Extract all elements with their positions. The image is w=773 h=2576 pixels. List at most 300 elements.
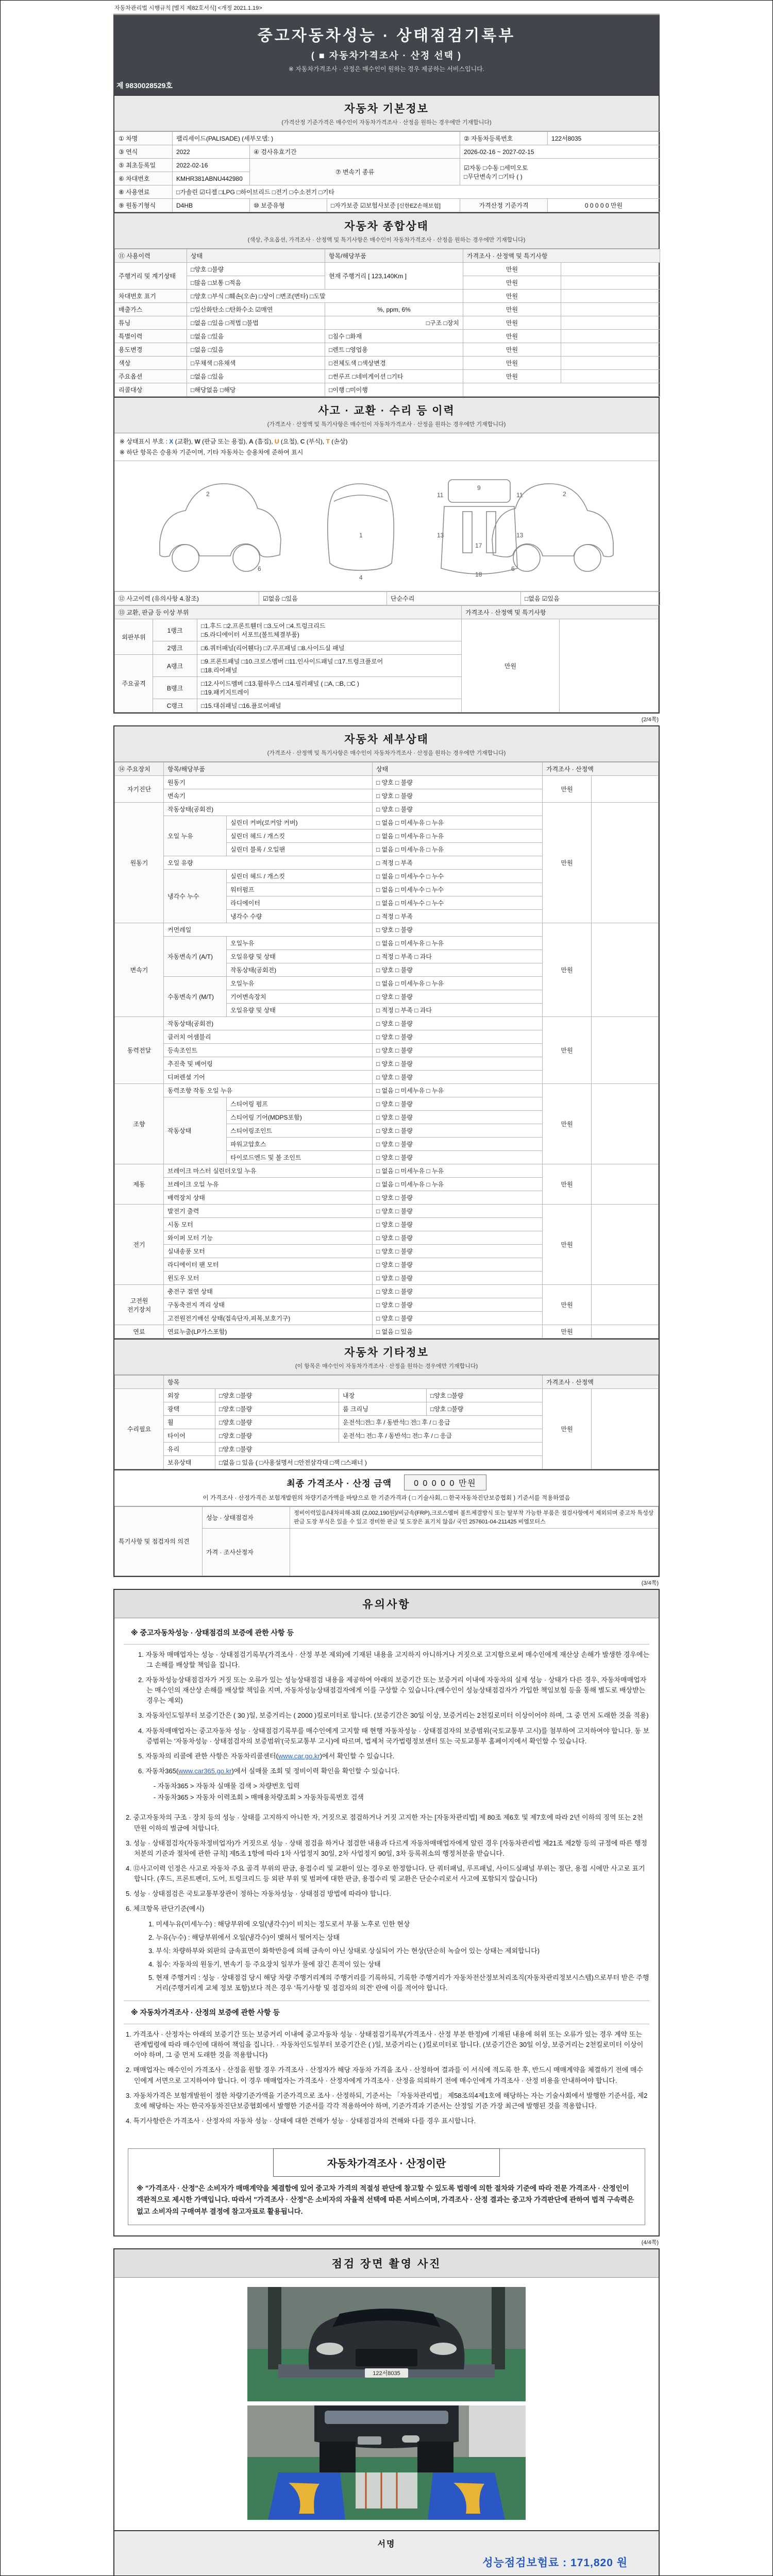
frame-label: 주요골격 (115, 655, 153, 713)
status: □ 양호 □ 불량 (373, 1124, 543, 1138)
rankB-items (197, 677, 462, 699)
rank-label: 2랭크 (153, 641, 197, 655)
status: □양호 □불량 (215, 1429, 339, 1443)
legend-prefix: ※ 상태표시 부호 : (120, 438, 170, 445)
field-label: ① 차명 (115, 132, 173, 145)
final-price-row (114, 1469, 659, 1493)
status: □ 없음 □ 미세누수 □ 누수 (373, 870, 543, 883)
code-x: X (169, 438, 174, 445)
final-price-label: 최종 가격조사 · 산정 금액 (287, 1479, 392, 1488)
status: □ 양호 □ 불량 (373, 1218, 543, 1231)
section-title: 자동차 종합상태 (344, 221, 429, 232)
notice-subitem: - 자동차365 > 자동차 실매물 검색 > 차량번호 입력 (154, 1782, 300, 1790)
status: □양호 □불량 (215, 1443, 543, 1456)
notice-subitem: 4. 침수: 자동차의 원동기, 변속기 등 주요장치 일부가 물에 잠긴 흔적이 있는 상태 (148, 1960, 381, 1968)
signature-label: 서명 (377, 2539, 396, 2549)
diagram-number: 4 (359, 574, 363, 581)
item: 휠 (164, 1416, 215, 1429)
base-price-label: 가격산정 기준가격 (460, 199, 548, 212)
item: 라디에이터 (227, 896, 373, 910)
status: □ 양호 □ 불량 (373, 1312, 543, 1325)
usage-change-items: □렌트 □영업용 (325, 343, 463, 357)
blank-cell (592, 1285, 659, 1325)
device-group: 자기진단 (115, 776, 164, 803)
notice-subitem: 3. 부식: 차량하부와 외판의 금속표면이 화학반응에 의해 금속이 아닌 상태로 상실되어 가는 현상(단순히 녹슬어 있는 상태는 제외합니다) (148, 1946, 540, 1955)
device-group: 전기 (115, 1205, 164, 1285)
item: 윈도우 모터 (164, 1272, 373, 1285)
status: □ 적정 □ 부족 (373, 856, 543, 870)
emission-values: %, ppm, 6% (325, 303, 463, 316)
rankB-line2: □19.패키지트레이 (201, 689, 249, 696)
recall-items: □이행 □미이행 (325, 383, 463, 397)
status: □ 양호 □ 불량 (373, 1111, 543, 1124)
notice-title: 유의사항 (114, 1590, 659, 1618)
item: 충전구 절연 상태 (164, 1285, 373, 1298)
item: 스티어링 기어(MDPS포함) (227, 1111, 373, 1124)
car-damage-diagram (114, 461, 659, 591)
status: □ 없음 □ 미세누유 □ 누유 (373, 829, 543, 843)
item: 보유상태 (164, 1456, 215, 1469)
price-unit: 만원 (463, 276, 561, 290)
diagram-number: 11 (516, 492, 523, 499)
price-unit: 만원 (543, 1285, 592, 1325)
price-header: 가격조사 · 산정액 및 특기사항 (462, 606, 659, 619)
row-label: 차대번호 표기 (115, 290, 187, 303)
status: □ 양호 □ 불량 (373, 789, 543, 803)
notice-item: 5. 성능 · 상태점검은 국토교통부장관이 정하는 자동차성능 · 상태점검 방법에 따라야 합니다. (126, 1890, 391, 1898)
section-title: 자동차 세부상태 (344, 734, 429, 745)
item: 실내송풍 모터 (164, 1245, 373, 1258)
status: □양호 □불량 (215, 1416, 339, 1429)
code-t: T (326, 438, 330, 445)
status: □ 없음 □ 미세누유 □ 누유 (373, 1084, 543, 1097)
box-page3 (113, 725, 660, 1577)
item: 실린더 헤드 / 개스킷 (227, 829, 373, 843)
diagram-number: 2 (563, 490, 566, 498)
diagram-number: 6 (511, 565, 515, 572)
item: 외장 (164, 1389, 215, 1402)
item: 시동 모터 (164, 1218, 373, 1231)
price-unit: 만원 (463, 316, 561, 330)
notice-subitem: - 자동차365 > 자동차 이력조회 > 매매용차량조회 > 자동차등록번호 검색 (154, 1793, 364, 1802)
status: □ 양호 □ 불량 (373, 923, 543, 937)
row-label: 특별이력 (115, 330, 187, 343)
appraiser-comment (290, 1529, 659, 1576)
price-unit: 만원 (543, 1325, 592, 1338)
blank-cell (592, 1325, 659, 1338)
diagram-number: 9 (477, 484, 481, 492)
price-unit: 만원 (543, 923, 592, 1017)
item: 스티어링 펌프 (227, 1097, 373, 1111)
blank-cell (592, 1389, 659, 1469)
wheel-positions: 운전석□전□ 후 / 동반석□ 전□ 후 / □ 응급 (339, 1416, 543, 1429)
status: □ 없음 □ 미세누유 □ 누유 (373, 843, 543, 856)
title-band (113, 15, 660, 77)
field-label: ⑩ 보증유형 (250, 199, 327, 212)
item: 동력조향 작동 오일 누유 (164, 1084, 373, 1097)
device-group: 변속기 (115, 923, 164, 1017)
item: 타이로드엔드 및 볼 조인트 (227, 1151, 373, 1164)
comprehensive-table (114, 249, 660, 397)
item: 광택 (164, 1402, 215, 1416)
status: □ 없음 □ 미세누수 □ 누수 (373, 883, 543, 896)
status: □양호 □불량 (215, 1402, 339, 1416)
plate-number-value: 122서8035 (548, 132, 660, 145)
basic-info-table (114, 131, 660, 212)
page-subtitle: ( ■ 자동차가격조사 · 산정 선택 ) (311, 50, 462, 61)
status: □ 양호 □ 불량 (373, 1071, 543, 1084)
section-note: (이 항목은 매수인이 자동차가격조사 · 산정을 원하는 경우에만 기재합니다) (295, 1363, 478, 1369)
tire-positions: 운전석□ 전□ 후 / 동반석□ 전□ 후 / □ 응급 (339, 1429, 543, 1443)
notice-a-title: ※ 중고자동차성능 · 상태점검의 보증에 관한 사항 등 (124, 1623, 649, 1645)
notice-text: )에서 확인할 수 있습니다. (320, 1752, 395, 1760)
item: 오일누유 (227, 977, 373, 990)
device-group: 조향 (115, 1084, 164, 1164)
price-unit: 만원 (463, 370, 561, 383)
status: □ 양호 □ 불량 (373, 963, 543, 977)
pricing-box-title: 자동차가격조사 · 산정이란 (273, 2148, 500, 2177)
blank-cell (592, 1084, 659, 1164)
transmission-row1: ☑자동 □수동 □세미오토 (464, 164, 528, 172)
item: 작동상태(공회전) (164, 1017, 373, 1030)
notice-item: 4. 자동차매매업자는 중고자동차 성능 · 상태점검기록부를 매수인에게 고지할 때 현행 자동차성능 · 상태점검자의 보증범위(국토교통부 고시)를 첨부하여 고지하여야 합니다. 동 보증범위는 '자동차성능 · 상태점검자의 보증범위'(국토교통부 고시)에 따르며, 법제처 국가법령정보센터 또는 국토교통부 홈페이지에서 확인할 수 있습니다. (138, 1726, 650, 1745)
blank-cell (561, 357, 660, 370)
row-label: 튜닝 (115, 316, 187, 330)
box-notice (113, 1589, 660, 2236)
blank-cell (592, 1205, 659, 1285)
device-group: 원동기 (115, 803, 164, 923)
status: □ 양호 □ 불량 (373, 1057, 543, 1071)
status: □ 양호 □ 불량 (373, 1258, 543, 1272)
notice-subitem: 5. 현재 주행거리 : 성능 · 상태점검 당시 해당 차량 주행거리계의 주행거리를 기록하되, 기록한 주행거리가 자동차전산정보처리조직(자동차관리정보시스템)으로부터 받은 주행거리(주행거리계 교체 정보 포함)보다 적은 경우 '특기사항 및 점검자의 의견' 란에 이를 적어야 합니다. (148, 1974, 649, 1992)
device-group: 동력전달 (115, 1017, 164, 1084)
item: 클러치 어셈블리 (164, 1030, 373, 1044)
model-year-value: 2022 (173, 145, 250, 159)
section-note: (가격산정 기준가격은 매수인이 자동차가격조사 · 산정을 원하는 경우에만 기재합니다) (281, 120, 492, 126)
form-reference: 자동차관리법 시행규칙 [별지 제82호서식] <개정 2021.1.19> (113, 3, 660, 15)
item: 파워고압호스 (227, 1138, 373, 1151)
item: 커먼레일 (164, 923, 373, 937)
col-header: ⑭ 주요장치 (115, 762, 164, 776)
special-history-status: □없음 □있음 (187, 330, 325, 343)
diagram-number: 1 (359, 532, 363, 539)
inspection-photo-rear (247, 2405, 526, 2520)
notice-text: )에서 실매물 조회 및 정비이력 확인을 확인할 수 있습니다. (231, 1767, 400, 1775)
code-u-label: (요철), (279, 438, 300, 445)
device-group: 고전원 전기장치 (115, 1285, 164, 1325)
status: □ 없음 □ 미세누유 □ 누유 (373, 937, 543, 950)
notice-item: 6. 체크항목 판단기준(예시) (126, 1905, 205, 1913)
row-label: 색상 (115, 357, 187, 370)
recall-status: □해당없음 □해당 (187, 383, 325, 397)
outer-panel-label: 외판부위 (115, 619, 153, 655)
section-basic-info (114, 96, 659, 131)
col-header: ⑪ 사용이력 (115, 249, 187, 263)
box-photos (113, 2248, 660, 2576)
item: 오일유량 및 상태 (227, 1004, 373, 1017)
code-w: W (194, 438, 200, 445)
code-t-label: (손상) (329, 438, 348, 445)
inspector-label: 성능 · 상태점검자 (203, 1507, 290, 1529)
item: 원동기 (164, 776, 373, 789)
mileage-status: □양호 □불량 (187, 263, 325, 276)
status: □ 양호 □ 불량 (373, 1044, 543, 1057)
field-label: ② 자동차등록번호 (460, 132, 548, 145)
pricing-box-body: ※ "가격조사 · 산정"은 소비자가 매매계약을 체결함에 있어 중고차 가격의 적절성 판단에 참고할 수 있도록 법령에 의한 절차와 기준에 따라 전문 가격조사 · 산정인이 객관적으로 제시한 가액입니다. 따라서 "가격조사 · 산정"은 소비자의 자율적 선택에 따른 서비스이며, 가격조사 · 산정 결과는 중고차 가격판단에 관하여 법적 구속력은 없고 소비자의 구매여부 결정에 참고자료로 활용됩니다. (137, 2184, 634, 2215)
remarks-table (114, 1506, 659, 1576)
item: 유리 (164, 1443, 215, 1456)
sub-group: 오일 누유 (164, 816, 227, 856)
status: □ 양호 □ 불량 (373, 1191, 543, 1205)
accident-history-value: ☑없음 □있음 (259, 592, 387, 605)
vin-value: KMHR381ABNU442980 (173, 172, 250, 185)
rank-label: A랭크 (153, 655, 197, 677)
item: 라디에이터 팬 모터 (164, 1258, 373, 1272)
field-label: ⑤ 최초등록일 (115, 159, 173, 172)
item: 추진축 및 베어링 (164, 1057, 373, 1071)
blank-cell (592, 1164, 659, 1205)
accident-flag-table (114, 591, 660, 605)
status: □ 양호 □ 불량 (373, 1298, 543, 1312)
row-label: 리콜대상 (115, 383, 187, 397)
blank-cell (561, 343, 660, 357)
notice-item: 2. 매매업자는 매수인이 가격조사 · 산정을 원할 경우 가격조사 · 산정자가 해당 자동차 가격을 조사 · 산정하여 결과를 이 서식에 적도록 한 후, 반드시 매매계약을 체결하기 전에 매수인에게 서면으로 고지하여야 합니다. 이 경우 매매업자는 가격조사 · 산정자에게 가격조사 · 산정을 의뢰하기 전에 매수인에게 가격조사 · 산정 비용을 안내하여야 합니다. (126, 2066, 644, 2084)
rankA-line2: □18.리어패널 (201, 667, 238, 674)
status: □ 양호 □ 불량 (373, 990, 543, 1004)
item: 오일유량 및 상태 (227, 950, 373, 963)
col-header: 가격조사 · 산정액 (543, 1376, 659, 1389)
simple-repair-value: □없음 ☑있음 (521, 592, 660, 605)
notice-item: 1. 자동차 매매업자는 성능 · 상태점검기록부(가격조사 · 산정 부분 제외)에 기재된 내용을 고지하지 아니하거나 거짓으로 고지함으로써 매수인에게 재산상 손해가 발생한 경우에는 그 손해를 배상할 책임을 집니다. (138, 1650, 650, 1669)
item: 디퍼렌셜 기어 (164, 1071, 373, 1084)
status: □ 적정 □ 부족 □ 과다 (373, 1004, 543, 1017)
page-title: 중고자동차성능 · 상태점검기록부 (257, 27, 516, 44)
document-number: 제 9830028529호 (113, 77, 660, 95)
signature-band (114, 2530, 659, 2576)
code-u: U (274, 438, 279, 445)
field-label: ⑨ 원동기형식 (115, 199, 173, 212)
code-c: C (300, 438, 305, 445)
row-label: 주요옵션 (115, 370, 187, 383)
price-unit: 만원 (543, 1017, 592, 1084)
section-title: 자동차 기타정보 (344, 1347, 429, 1359)
transmission-row2: □무단변속기 □기타 ( ) (464, 173, 523, 180)
row-label: 용도변경 (115, 343, 187, 357)
notice-body (114, 1618, 659, 2139)
status: □ 적정 □ 부족 □ 과다 (373, 950, 543, 963)
col-header: 가격조사 · 산정액 및 특기사항 (463, 249, 660, 263)
blank-cell (561, 303, 660, 316)
item: 등속조인트 (164, 1044, 373, 1057)
other-info-table (114, 1375, 659, 1469)
base-price-value: 0 0 0 0 0 만원 (548, 199, 660, 212)
item: 발전기 출력 (164, 1205, 373, 1218)
notice-item (138, 1751, 649, 1761)
color-items: □전체도색 □색상변경 (325, 357, 463, 370)
code-x-label: (교환), (173, 438, 195, 445)
blank-cell (560, 619, 659, 713)
item: 배력장치 상태 (164, 1191, 373, 1205)
insurance-premium: 성능점검보험료 : 171,820 원 (482, 2556, 628, 2569)
recall-center-link[interactable]: www.car.go.kr (278, 1752, 320, 1760)
price-unit: 만원 (543, 776, 592, 803)
section-comprehensive (114, 212, 659, 249)
notice-text: 6. 자동차365( (138, 1767, 179, 1775)
notice-item: 4. 특기사항란은 가격조사 · 산정자의 자동차 성능 · 상태에 대한 견해가 성능 · 상태점검자의 견해와 다를 경우 표시합니다. (126, 2117, 476, 2125)
item: 작동상태(공회전) (164, 803, 373, 816)
sub-group: 수동변속기 (M/T) (164, 977, 227, 1017)
price-unit: 만원 (463, 290, 561, 303)
code-w-label: (판금 또는 용접), (200, 438, 249, 445)
notice-item: 3. 자동차가격은 보험개발원이 정한 차량기준가액을 기준가격으로 조사 · 산정하되, 기준서는 「자동차관리법」 제58조의4제1호에 해당하는 자는 기술사회에서 발행한 기준서를, 제2호에 해당하는 자는 한국자동차진단보증협회에서 발행한 기준서를 각각 적용하여야 하며, 기준가격과 기준서는 산정일 기준 가장 최근에 발행된 것을 적용합니다. (126, 2091, 648, 2110)
price-unit: 만원 (463, 303, 561, 316)
item: 기어변속장치 (227, 990, 373, 1004)
notice-item: 3. 성능 · 상태점검자(자동차정비업자)가 거짓으로 성능 · 상태 점검을 하거나 점검한 내용과 다르게 자동차매매업자에게 알린 경우 [자동차관리법 제21조 제2항 등의 규정에 따른 행정처분의 기준과 절차에 관한 규칙] 제5조 1항에 따라 1차 사업정지 30일, 2차 사업정지 90일, 3차 등록취소의 행정처분을 받습니다. (126, 1839, 647, 1857)
special-history-items: □침수 □화재 (325, 330, 463, 343)
item: 실린더 헤드 / 개스킷 (227, 870, 373, 883)
warranty-options: □자가보증 ☑보험사보증 (331, 202, 396, 209)
price-unit: 만원 (543, 1205, 592, 1285)
current-mileage: 현재 주행거리 [ 123,140Km ] (325, 263, 463, 290)
item: 브레이크 마스터 실린더오일 누유 (164, 1164, 373, 1178)
row-label: 배출가스 (115, 303, 187, 316)
item: 연료누출(LP가스포함) (164, 1325, 373, 1338)
col-header: 가격조사 · 산정액 (543, 762, 659, 776)
photo-area (114, 2278, 659, 2530)
item: 변속기 (164, 789, 373, 803)
status: □ 없음 □ 미세누수 □ 누수 (373, 896, 543, 910)
sub-group: 냉각수 누수 (164, 870, 227, 923)
tuning-items: □구조 □장치 (325, 316, 463, 330)
panel-damage-table (114, 605, 659, 713)
pricing-definition-box (128, 2148, 645, 2225)
box-page1 (113, 95, 660, 714)
diagram-number: 18 (475, 571, 482, 578)
rank-label: C랭크 (153, 699, 197, 713)
inspection-period-value: 2026-02-16 ~ 2027-02-15 (460, 145, 660, 159)
status: □ 양호 □ 불량 (373, 1097, 543, 1111)
status-code-legend (114, 433, 659, 447)
price-unit: 만원 (463, 330, 561, 343)
insurer-name: [신한EZ손해보험] (397, 203, 441, 209)
status: □ 없음 □ 미세누유 □ 누유 (373, 816, 543, 829)
price-unit: 만원 (463, 357, 561, 370)
item: 와이퍼 모터 기능 (164, 1231, 373, 1245)
item: 오일누유 (227, 937, 373, 950)
price-unit: 만원 (462, 619, 560, 713)
item: 실린더 커버(로커암 커버) (227, 816, 373, 829)
col-header: 항목/해당부품 (325, 249, 463, 263)
rank1-items (197, 619, 462, 641)
car-name-value: 팰리세이드(PALISADE) (세부모델: ) (173, 132, 460, 145)
diagram-number: 2 (206, 490, 210, 498)
page-marker: (3/4쪽) (641, 1580, 659, 1586)
status: □ 양호 □ 불량 (373, 1151, 543, 1164)
fuel-checkboxes: □가솔린 ☑디젤 □LPG □하이브리드 □전기 □수소전기 □기타 (173, 185, 660, 199)
notice-item: 4. ⑫사고이력 인정은 사고로 자동차 주요 골격 부위의 판금, 용접수리 및 교환이 있는 경우로 한정합니다. 단 쿼터패널, 루프패널, 사이드실패널 부위는 절단, 용접 시에만 사고로 표기합니다. (후드, 프론트펜더, 도어, 트렁크리드 등 외판 부위 및 범퍼에 대한 판금, 용접수리 및 교환은 단순수리로서 사고에 포함되지 않습니다) (126, 1864, 645, 1883)
item: 타이어 (164, 1429, 215, 1443)
col-header: 상태 (373, 762, 543, 776)
code-c-label: (부식), (305, 438, 326, 445)
section-accident-history (114, 397, 659, 433)
appraiser-label: 가격 · 조사산정자 (203, 1529, 290, 1576)
photo-plate-number: 122서8035 (373, 2370, 400, 2377)
status: □양호 □불량 (427, 1389, 543, 1402)
rank1-line1: □1.후드 □2.프론트휀더 □3.도어 □4.트렁크리드 (201, 622, 326, 630)
photos-title: 점검 장면 촬영 사진 (114, 2249, 659, 2278)
notice-item: 2. 중고자동차의 구조 · 장치 등의 성능 · 상태를 고지하지 아니한 자, 거짓으로 점검하거나 거짓 고지한 자는 [자동차관리법] 제 80조 제6호 및 제7호에 따라 2년 이하의 징역 또는 2천만원 이하의 벌금에 처합니다. (126, 1814, 643, 1832)
final-price-amount: 0 0 0 0 0 만원 (404, 1475, 486, 1490)
code-a: A (249, 438, 254, 445)
blank-cell (561, 276, 660, 290)
section-title: 자동차 기본정보 (344, 103, 429, 115)
status: □ 양호 □ 불량 (373, 1030, 543, 1044)
notice-text: 5. 자동차의 리콜에 관한 사항은 자동차리콜센터( (138, 1752, 278, 1760)
option-status: □없음 □있음 (187, 370, 325, 383)
remarks-label: 특기사항 및 점검자의 의견 (115, 1507, 203, 1576)
emission-checkboxes: □일산화탄소 □탄화수소 ☑매연 (187, 303, 325, 316)
status: □양호 □불량 (427, 1402, 543, 1416)
price-unit: 만원 (463, 263, 561, 276)
car365-link[interactable]: www.car365.go.kr (178, 1767, 232, 1775)
rank1-line2: □5.라디에이터 서포트(볼트체결부품) (201, 631, 299, 638)
diagram-number: 13 (437, 532, 444, 539)
page-marker: (2/4쪽) (641, 717, 659, 723)
section-note: (가격조사 · 산정액 및 특기사항은 매수인이 자동차가격조사 · 산정을 원하는 경우에만 기재합니다) (267, 421, 506, 428)
col-header: 상태 (187, 249, 325, 263)
sub-group: 자동변속기 (A/T) (164, 937, 227, 977)
field-label: ③ 연식 (115, 145, 173, 159)
repair-needed-label: 수리필요 (115, 1389, 164, 1469)
blank-cell (561, 330, 660, 343)
blank-cell (561, 370, 660, 383)
exchange-header: ⑬ 교환, 판금 등 이상 부위 (115, 606, 462, 619)
col-header: 항목/해당부품 (164, 762, 373, 776)
service-note: ※ 자동차가격조사 · 산정은 매수인이 원하는 경우 제공하는 서비스입니다. (288, 65, 485, 73)
blank-cell (463, 383, 660, 397)
field-label: ④ 검사유효기간 (250, 145, 460, 159)
blank-cell (592, 923, 659, 1017)
item: 내장 (339, 1389, 427, 1402)
status: □ 양호 □ 불량 (373, 803, 543, 816)
code-a-label: (흠집), (253, 438, 275, 445)
page-marker: (4/4쪽) (641, 2239, 659, 2246)
notice-b-title: ※ 자동차가격조사 · 산정의 보증에 관한 사항 등 (124, 2001, 649, 2024)
status: □ 양호 □ 불량 (373, 1231, 543, 1245)
item: 작동상태(공회전) (227, 963, 373, 977)
item: 브레이크 오일 누유 (164, 1178, 373, 1191)
simple-repair-label: 단순수리 (387, 592, 521, 605)
row-label: 주행거리 및 계기상태 (115, 263, 187, 290)
diagram-number: 13 (516, 532, 524, 539)
color-status: □무채색 □유채색 (187, 357, 325, 370)
legend-note: ※ 하단 항목은 승용차 기준이며, 기타 자동차는 승용차에 준하여 표시 (114, 447, 659, 461)
section-title: 사고 · 교환 · 수리 등 이력 (318, 405, 455, 417)
status: □ 양호 □ 불량 (373, 1205, 543, 1218)
item: 스티어링조인트 (227, 1124, 373, 1138)
blank-cell (561, 316, 660, 330)
notice-item: 2. 자동차성능상태점검자가 거짓 또는 오류가 있는 성능상태점검 내용을 제공하여 아래의 보증기간 또는 보증거리 이내에 자동차의 실제 성능 · 상태가 다른 경우, 자동차매매업자는 매수인의 재산상 손해를 배상할 책임을 지며, 자동차성능상태점검자에게 이를 구상할 수 있습니다.(매수인이 성능상태점검자가 가입한 책임보험 등을 통해 별도로 배상받는 경우는 제외) (138, 1675, 647, 1705)
field-label: ⑥ 차대번호 (115, 172, 173, 185)
option-items: □썬루프 □네비게이션 □기타 (325, 370, 463, 383)
price-unit: 만원 (543, 1084, 592, 1164)
blank-cell (592, 1017, 659, 1084)
device-group: 연료 (115, 1325, 164, 1338)
item: 워터펌프 (227, 883, 373, 896)
blank-cell (561, 263, 660, 276)
transmission-checkboxes (460, 159, 660, 185)
status: □ 양호 □ 불량 (373, 1272, 543, 1285)
